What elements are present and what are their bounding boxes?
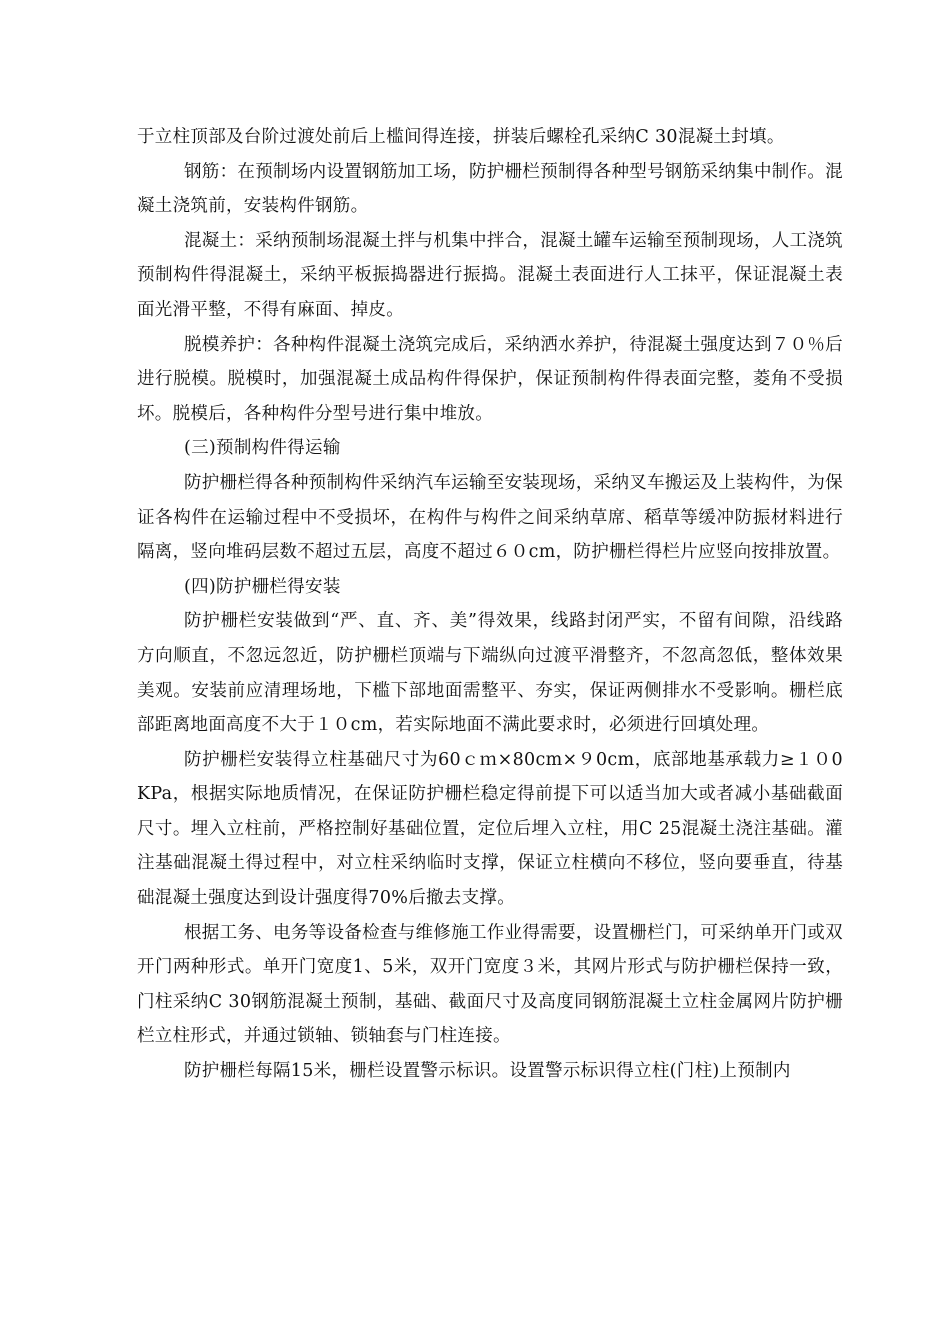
paragraph-warning-signs: 防护栅栏每隔15米，栅栏设置警示标识。设置警示标识得立柱(门柱)上预制内 [184,1061,791,1082]
paragraph-installation-requirements: 防护栅栏安装做到“严、直、齐、美”得效果，线路封闭严实，不留有间隙，沿线路方向顺直，不忽远忽近，防护栅栏顶端与下端纵向过渡平滑整齐，不忽高忽低，整体效果美观。安装前应清理场地，下槛下部地面需整平、夯实，保证两侧排水不受影响。栅栏底部距离地面高度不大于１０cm，若实际地面不满此要求时，必须进行回填处理。 [137,611,843,736]
paragraph-concrete: 混凝土：采纳预制场混凝土拌与机集中拌合，混凝土罐车运输至预制现场，人工浇筑预制构件得混凝土，采纳平板振捣器进行振捣。混凝土表面进行人工抹平，保证混凝土表面光滑平整，不得有麻面、掉皮。 [137,230,843,320]
paragraph-rebar: 钢筋：在预制场内设置钢筋加工场，防护栅栏预制得各种型号钢筋采纳集中制作。混凝土浇筑前，安装构件钢筋。 [137,161,843,217]
paragraph-gates: 根据工务、电务等设备检查与维修施工作业得需要，设置栅栏门，可采纳单开门或双开门两种形式。单开门宽度1、5米，双开门宽度３米，其网片形式与防护栅栏保持一致，门柱采纳C 30钢筋混凝土预制，基础、截面尺寸及高度同钢筋混凝土立柱金属网片防护栅栏立柱形式，并通过锁轴、锁轴套与门柱连接。 [137,922,843,1047]
section-heading-installation: (四)防护栅栏得安装 [184,576,341,597]
section-heading-transport: (三)预制构件得运输 [184,438,341,459]
paragraph-transport: 防护栅栏得各种预制构件采纳汽车运输至安装现场，采纳叉车搬运及上装构件，为保证各构件在运输过程中不受损坏，在构件与构件之间采纳草席、稻草等缓冲防振材料进行隔离，竖向堆码层数不超过五层，高度不超过６０cm，防护栅栏得栏片应竖向按排放置。 [137,472,843,563]
paragraph-demolding-curing: 脱模养护：各种构件混凝土浇筑完成后，采纳洒水养护，待混凝土强度达到７０％后进行脱模。脱模时，加强混凝土成品构件得保护，保证预制构件得表面完整，菱角不受损坏。脱模后，各种构件分型号进行集中堆放。 [137,334,843,424]
paragraph-post-foundation: 防护栅栏安装得立柱基础尺寸为60ｃｍ×80cm×９0cm，底部地基承载力≥１０0KPa，根据实际地质情况，在保证防护栅栏稳定得前提下可以适当加大或者减小基础截面尺寸。埋入立柱前，严格控制好基础位置，定位后埋入立柱，用C 25混凝土浇注基础。灌注基础混凝土得过程中，对立柱采纳临时支撑，保证立柱横向不移位，竖向要垂直，待基础混凝土强度达到设计强度得70%后撤去支撑。 [137,749,843,909]
document-body [137,120,843,1089]
paragraph-continuation: 于立柱顶部及台阶过渡处前后上槛间得连接，拼装后螺栓孔采纳C 30混凝土封填。 [137,127,785,147]
